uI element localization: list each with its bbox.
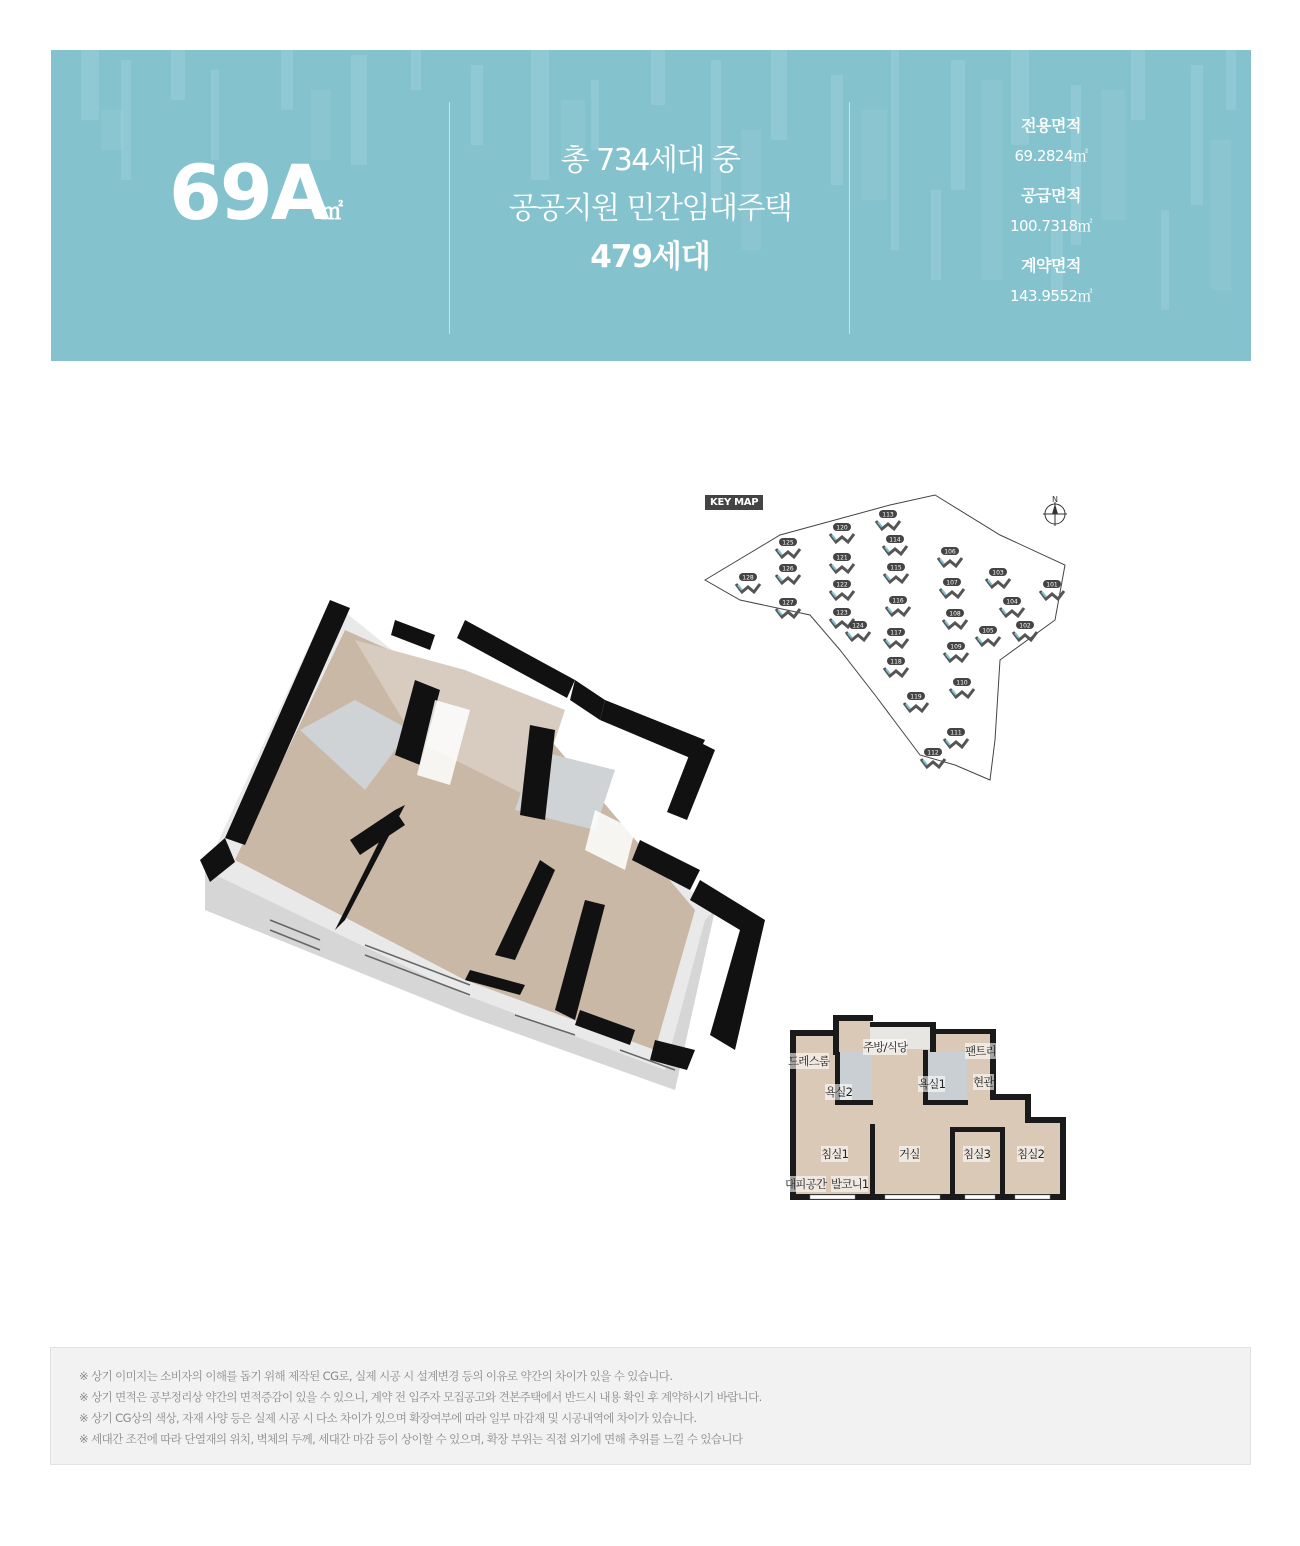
room-label: 침실2 — [1017, 1147, 1045, 1161]
units-category: 공공지원 민간임대주택 — [508, 191, 792, 226]
unit-3d-render — [195, 590, 775, 1100]
unit-type-block — [51, 50, 449, 361]
room-label: 대피공간 — [785, 1177, 827, 1191]
building-number: 116 — [892, 597, 904, 605]
unit-type-banner — [51, 50, 1251, 361]
building-number: 124 — [852, 622, 864, 630]
building-number: 112 — [927, 749, 939, 757]
building-number: 107 — [946, 579, 958, 587]
notice-line: ※ 상기 CG상의 색상, 자재 사양 등은 실제 시공 시 다소 차이가 있으며 확장여부에 따라 일부 마감재 및 시공내역에 차이가 있습니다. — [79, 1411, 697, 1425]
room-label: 팬트리 — [965, 1044, 996, 1058]
area-value: 143.9552㎡ — [1009, 287, 1093, 305]
north-compass-icon — [1043, 502, 1067, 526]
floor-plan-drawing — [785, 1012, 1067, 1204]
units-total: 총 734세대 중 — [560, 143, 740, 178]
building-number: 104 — [1006, 598, 1018, 606]
disclaimer-notice — [50, 1347, 1251, 1465]
notice-line: ※ 세대간 조건에 따라 단열재의 위치, 벽체의 두께, 세대간 마감 등이 상이할 수 있으며, 확장 부위는 직접 외기에 면해 추위를 느낄 수 있습니다 — [79, 1432, 743, 1446]
building-number: 118 — [890, 658, 902, 666]
notice-line: ※ 상기 이미지는 소비자의 이해를 돕기 위해 제작된 CG로, 실제 시공 시 설계변경 등의 이유로 약간의 차이가 있을 수 있습니다. — [79, 1369, 673, 1383]
room-label: 드레스룸 — [788, 1054, 830, 1068]
room-label: 침실3 — [963, 1147, 991, 1161]
room-label: 발코니1 — [831, 1177, 869, 1191]
area-value: 69.2824㎡ — [1014, 147, 1088, 165]
building-number: 114 — [889, 536, 901, 544]
key-map-badge: KEY MAP — [705, 495, 763, 510]
unit-type-suffix: ㎡ — [321, 200, 344, 225]
unit-floor-plan — [785, 1012, 1067, 1204]
building-number: 101 — [1046, 581, 1058, 589]
room-label: 거실 — [899, 1147, 920, 1161]
room-label: 주방/식당 — [863, 1040, 908, 1054]
building-number: 108 — [949, 610, 961, 618]
room-label: 침실1 — [821, 1147, 849, 1161]
building-number: 117 — [890, 629, 902, 637]
room-label: 현관 — [973, 1075, 994, 1089]
area-label: 계약면적 — [1021, 256, 1081, 275]
units-count-block — [450, 50, 850, 361]
building-number: 119 — [910, 693, 922, 701]
building-number: 109 — [950, 643, 962, 651]
area-contract — [851, 253, 1251, 306]
building-number: 103 — [992, 569, 1004, 577]
notice-line: ※ 상기 면적은 공부정리상 약간의 면적증감이 있을 수 있으니, 계약 전 입주자 모집공고와 견본주택에서 반드시 내용 확인 후 계약하시기 바랍니다. — [79, 1390, 762, 1404]
building-number: 120 — [836, 524, 848, 532]
area-label: 공급면적 — [1021, 186, 1081, 205]
area-supply — [851, 183, 1251, 236]
area-label: 전용면적 — [1021, 116, 1081, 135]
area-value: 100.7318㎡ — [1009, 217, 1093, 235]
building-number: 121 — [836, 554, 848, 562]
room-label: 욕실2 — [825, 1085, 853, 1099]
building-number: 113 — [882, 511, 894, 519]
building-number: 115 — [890, 564, 902, 572]
north-label: N — [1052, 495, 1058, 504]
unit-type-label: 69A — [169, 148, 328, 237]
building-number: 106 — [944, 548, 956, 556]
room-label: 욕실1 — [918, 1077, 946, 1091]
building-number: 126 — [782, 565, 794, 573]
building-number: 123 — [836, 609, 848, 617]
building-number: 127 — [782, 599, 794, 607]
building-number: 111 — [950, 729, 962, 737]
building-number: 110 — [956, 679, 968, 687]
banner-divider — [849, 102, 850, 334]
area-exclusive — [851, 113, 1251, 166]
building-number: 125 — [782, 539, 794, 547]
building-number: 102 — [1019, 622, 1031, 630]
building-number: 122 — [836, 581, 848, 589]
area-info-block — [851, 50, 1251, 361]
building-number: 105 — [982, 627, 994, 635]
building-number: 128 — [742, 574, 754, 582]
units-count: 479세대 — [590, 239, 710, 275]
